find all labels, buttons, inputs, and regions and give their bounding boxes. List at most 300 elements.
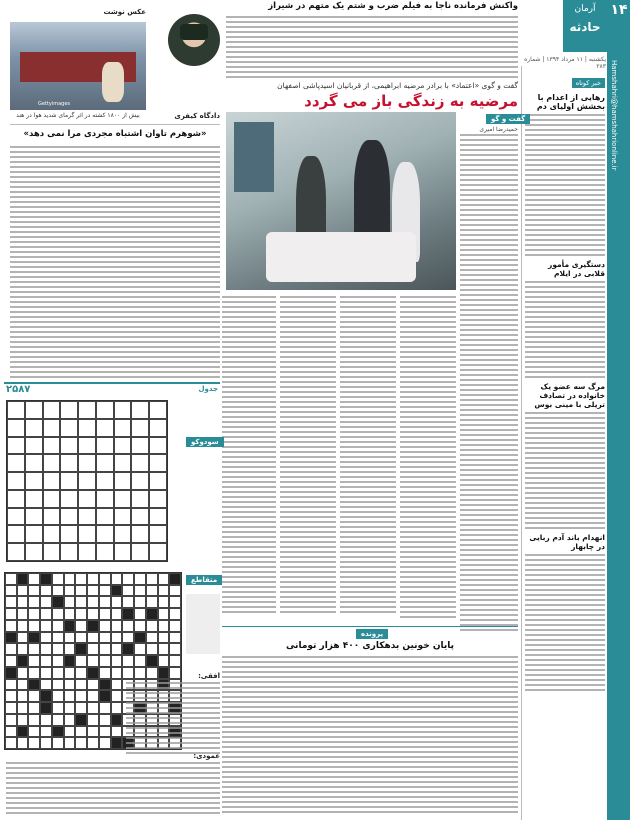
crossword-cell[interactable] [5, 726, 17, 738]
crossword-cell[interactable] [122, 573, 134, 585]
section-box [563, 0, 607, 52]
crossword-cell[interactable] [158, 608, 170, 620]
sudoku-cell[interactable] [96, 401, 114, 419]
vertical-clues-label: عمودی: [193, 752, 220, 760]
side-story-4-body [525, 554, 605, 691]
crossword-cell[interactable] [169, 632, 181, 644]
sudoku-cell[interactable] [43, 454, 61, 472]
crossword-cell[interactable] [28, 714, 40, 726]
crossword-cell[interactable] [5, 643, 17, 655]
crossword-cell[interactable] [5, 690, 17, 702]
crossword-cell[interactable] [64, 702, 76, 714]
sudoku-cell[interactable] [60, 543, 78, 561]
crossword-cell[interactable] [169, 655, 181, 667]
sudoku-cell[interactable] [43, 419, 61, 437]
crossword-block [111, 714, 123, 726]
crossword-cell[interactable] [17, 585, 29, 597]
crossword-cell[interactable] [75, 726, 87, 738]
train-photo [10, 22, 146, 110]
sudoku-cell[interactable] [114, 454, 132, 472]
crossword-block [146, 608, 158, 620]
crossword-cell[interactable] [75, 737, 87, 749]
crossword-cell[interactable] [52, 643, 64, 655]
sudoku-cell[interactable] [149, 472, 167, 490]
crossword-cell[interactable] [75, 632, 87, 644]
crossword-cell[interactable] [87, 573, 99, 585]
crossword-cell[interactable] [75, 585, 87, 597]
sudoku-cell[interactable] [114, 508, 132, 526]
crossword-cell[interactable] [5, 679, 17, 691]
bottom-story-badge: پرونده [356, 629, 388, 639]
sudoku-cell[interactable] [96, 454, 114, 472]
main-kicker: گفت و گوی «اعتماد» با برادر مرضیه ابراهیمی، از قربانیان اسیدپاشی اصفهان [277, 81, 518, 90]
horizontal-clues [126, 682, 220, 757]
crossword-cell[interactable] [17, 737, 29, 749]
crossword-cell[interactable] [87, 608, 99, 620]
crossword-cell[interactable] [99, 643, 111, 655]
crossword-cell[interactable] [40, 679, 52, 691]
photo-bed [266, 232, 416, 282]
crossword-cell[interactable] [122, 620, 134, 632]
crossword-block [17, 573, 29, 585]
crossword-block [111, 585, 123, 597]
sudoku-cell[interactable] [7, 419, 25, 437]
photo-monitor [234, 122, 274, 192]
crossword-cell[interactable] [75, 679, 87, 691]
crossword-cell[interactable] [17, 643, 29, 655]
crossword-cell[interactable] [28, 655, 40, 667]
crossword-cell[interactable] [75, 655, 87, 667]
crossword-cell[interactable] [64, 667, 76, 679]
sudoku-cell[interactable] [43, 401, 61, 419]
sudoku-cell[interactable] [7, 437, 25, 455]
crossword-cell[interactable] [87, 643, 99, 655]
crossword-block [40, 702, 52, 714]
crossword-cell[interactable] [64, 608, 76, 620]
crossword-cell[interactable] [146, 620, 158, 632]
crossword-cell[interactable] [52, 690, 64, 702]
sudoku-cell[interactable] [78, 401, 96, 419]
crossword-cell[interactable] [5, 596, 17, 608]
crossword-cell[interactable] [17, 667, 29, 679]
crossword-cell[interactable] [64, 573, 76, 585]
crossword-cell[interactable] [111, 596, 123, 608]
sudoku-cell[interactable] [78, 437, 96, 455]
crossword-cell[interactable] [28, 737, 40, 749]
sudoku-cell[interactable] [96, 490, 114, 508]
crossword-cell[interactable] [87, 737, 99, 749]
crossword-cell[interactable] [5, 620, 17, 632]
crossword-cell[interactable] [64, 726, 76, 738]
crossword-cell[interactable] [122, 667, 134, 679]
crossword-cell[interactable] [99, 667, 111, 679]
crossword-cell[interactable] [111, 573, 123, 585]
crossword-cell[interactable] [75, 573, 87, 585]
sudoku-cell[interactable] [43, 508, 61, 526]
crossword-cell[interactable] [64, 632, 76, 644]
sudoku-cell[interactable] [25, 437, 43, 455]
crossword-cell[interactable] [28, 608, 40, 620]
crossword-cell[interactable] [52, 737, 64, 749]
police-chief-portrait [168, 14, 220, 66]
crossword-cell[interactable] [40, 608, 52, 620]
crossword-cell[interactable] [28, 596, 40, 608]
sudoku-cell[interactable] [96, 419, 114, 437]
section-top-label: آرمان [574, 4, 596, 14]
sudoku-cell[interactable] [25, 472, 43, 490]
sudoku-cell[interactable] [43, 543, 61, 561]
crossword-block [28, 679, 40, 691]
crossword-cell[interactable] [146, 585, 158, 597]
sudoku-cell[interactable] [60, 490, 78, 508]
sudoku-cell[interactable] [78, 508, 96, 526]
crossword-cell[interactable] [99, 620, 111, 632]
crossword-cell[interactable] [40, 667, 52, 679]
sudoku-cell[interactable] [43, 437, 61, 455]
crossword-cell[interactable] [99, 573, 111, 585]
sudoku-cell[interactable] [78, 525, 96, 543]
crossword-block [5, 667, 17, 679]
crossword-cell[interactable] [40, 726, 52, 738]
crossword-cell[interactable] [40, 643, 52, 655]
crossword-cell[interactable] [64, 690, 76, 702]
sudoku-label: سودوکو [186, 437, 224, 447]
crossword-cell[interactable] [40, 655, 52, 667]
photo-caption: بیش از ۱۸۰۰ کشته در اثر گرمای شدید هوا در هند [16, 112, 140, 119]
sudoku-cell[interactable] [78, 454, 96, 472]
sudoku-cell[interactable] [60, 437, 78, 455]
sudoku-cell[interactable] [114, 472, 132, 490]
sudoku-cell[interactable] [149, 508, 167, 526]
crossword-cell[interactable] [75, 667, 87, 679]
crossword-cell[interactable] [99, 596, 111, 608]
crossword-cell[interactable] [158, 643, 170, 655]
sudoku-cell[interactable] [60, 419, 78, 437]
crossword-cell[interactable] [87, 596, 99, 608]
sudoku-cell[interactable] [96, 437, 114, 455]
crossword-cell[interactable] [87, 655, 99, 667]
crossword-cell[interactable] [52, 714, 64, 726]
sudoku-cell[interactable] [60, 525, 78, 543]
sudoku-cell[interactable] [78, 490, 96, 508]
crossword-cell[interactable] [99, 608, 111, 620]
sudoku-cell[interactable] [114, 401, 132, 419]
crossword-block [64, 655, 76, 667]
crossword-cell[interactable] [5, 585, 17, 597]
sudoku-cell[interactable] [149, 401, 167, 419]
crossword-cell[interactable] [75, 702, 87, 714]
crossword-cell[interactable] [158, 585, 170, 597]
crossword-cell[interactable] [40, 596, 52, 608]
crossword-cell[interactable] [28, 702, 40, 714]
crossword-cell[interactable] [17, 714, 29, 726]
sudoku-cell[interactable] [7, 525, 25, 543]
crossword-block [134, 632, 146, 644]
crossword-cell[interactable] [158, 620, 170, 632]
crossword-cell[interactable] [122, 655, 134, 667]
sudoku-cell[interactable] [25, 419, 43, 437]
photo-credit: Gettyimages [37, 101, 70, 107]
crossword-block [122, 608, 134, 620]
crossword-cell[interactable] [169, 643, 181, 655]
crossword-cell[interactable] [40, 620, 52, 632]
crossword-cell[interactable] [87, 726, 99, 738]
sudoku-cell[interactable] [131, 490, 149, 508]
crossword-cell[interactable] [64, 585, 76, 597]
crossword-cell[interactable] [146, 596, 158, 608]
crossword-cell[interactable] [64, 679, 76, 691]
sudoku-cell[interactable] [7, 401, 25, 419]
sudoku-cell[interactable] [131, 454, 149, 472]
sudoku-cell[interactable] [43, 472, 61, 490]
crossword-cell[interactable] [111, 620, 123, 632]
crossword-cell[interactable] [146, 643, 158, 655]
crossword-cell[interactable] [158, 655, 170, 667]
sudoku-cell[interactable] [149, 437, 167, 455]
crossword-cell[interactable] [146, 667, 158, 679]
left-divider [10, 124, 220, 125]
crossword-cell[interactable] [134, 573, 146, 585]
court-headline: «شوهرم تاوان اشتباه مجردی مرا نمی دهد» [23, 129, 207, 139]
crossword-cell[interactable] [52, 702, 64, 714]
sudoku-cell[interactable] [25, 454, 43, 472]
sudoku-cell[interactable] [114, 437, 132, 455]
main-body-col-4 [280, 296, 336, 616]
crossword-cell[interactable] [40, 585, 52, 597]
crossword-block [111, 737, 123, 749]
crossword-cell[interactable] [111, 726, 123, 738]
crossword-cell[interactable] [122, 596, 134, 608]
crossword-cell[interactable] [52, 679, 64, 691]
crossword-cell[interactable] [52, 620, 64, 632]
crossword-cell[interactable] [169, 596, 181, 608]
crossword-cell[interactable] [5, 737, 17, 749]
sudoku-cell[interactable] [131, 419, 149, 437]
crossword-block [99, 690, 111, 702]
sudoku-cell[interactable] [60, 454, 78, 472]
crossword-cell[interactable] [87, 702, 99, 714]
hospital-photo [226, 112, 456, 290]
sudoku-cell[interactable] [25, 490, 43, 508]
crossword-cell[interactable] [28, 726, 40, 738]
sudoku-cell[interactable] [149, 525, 167, 543]
page-number: ۱۴ [610, 2, 628, 18]
sudoku-cell[interactable] [7, 472, 25, 490]
sudoku-cell[interactable] [131, 525, 149, 543]
crossword-cell[interactable] [99, 585, 111, 597]
crossword-cell[interactable] [5, 573, 17, 585]
crossword-cell[interactable] [99, 632, 111, 644]
crossword-cell[interactable] [99, 714, 111, 726]
main-headline: مرضیه به زندگی باز می گردد [304, 92, 518, 110]
crossword-block [17, 655, 29, 667]
crossword-cell[interactable] [111, 667, 123, 679]
crossword-cell[interactable] [28, 573, 40, 585]
sudoku-cell[interactable] [149, 454, 167, 472]
crossword-cell[interactable] [17, 608, 29, 620]
crossword-cell[interactable] [134, 655, 146, 667]
sudoku-cell[interactable] [43, 490, 61, 508]
crossword-cell[interactable] [122, 632, 134, 644]
crossword-cell[interactable] [75, 596, 87, 608]
crossword-cell[interactable] [5, 702, 17, 714]
crossword-cell[interactable] [17, 690, 29, 702]
crossword-cell[interactable] [40, 714, 52, 726]
crossword-cell[interactable] [28, 585, 40, 597]
crossword-cell[interactable] [134, 608, 146, 620]
crossword-cell[interactable] [169, 620, 181, 632]
sudoku-cell[interactable] [131, 543, 149, 561]
vertical-clues [6, 762, 220, 817]
crossword-cell[interactable] [158, 596, 170, 608]
crossword-cell[interactable] [40, 632, 52, 644]
sudoku-cell[interactable] [131, 508, 149, 526]
crossword-cell[interactable] [87, 679, 99, 691]
column-divider [521, 66, 522, 820]
sudoku-cell[interactable] [96, 472, 114, 490]
sudoku-cell[interactable] [114, 490, 132, 508]
sudoku-cell[interactable] [25, 401, 43, 419]
sudoku-cell[interactable] [131, 437, 149, 455]
crossword-cell[interactable] [64, 737, 76, 749]
crossword-cell[interactable] [158, 573, 170, 585]
side-story-3-title: مرگ سه عضو یک خانواده در تصادف تریلی با مینی بوس [534, 382, 605, 409]
crossword-cell[interactable] [28, 620, 40, 632]
crossword-cell[interactable] [87, 714, 99, 726]
crossword-cell[interactable] [75, 620, 87, 632]
crossword-cell[interactable] [111, 655, 123, 667]
sudoku-cell[interactable] [25, 525, 43, 543]
sudoku-cell[interactable] [149, 490, 167, 508]
horizontal-clues-label: افقی: [198, 672, 220, 680]
crossword-cell[interactable] [17, 632, 29, 644]
sudoku-cell[interactable] [78, 472, 96, 490]
crossword-block [5, 632, 17, 644]
crossword-cell[interactable] [52, 573, 64, 585]
crossword-cell[interactable] [158, 632, 170, 644]
crossword-cell[interactable] [134, 596, 146, 608]
bottom-story-rule [222, 626, 518, 627]
crossword-cell[interactable] [75, 690, 87, 702]
crossword-cell[interactable] [99, 702, 111, 714]
crossword-mini-box [186, 594, 220, 654]
crossword-cell[interactable] [122, 585, 134, 597]
main-body-col-3 [340, 296, 396, 616]
side-story-1-title: رهایی از اعدام با بخشش اولیای دم [536, 93, 605, 111]
sudoku-cell[interactable] [7, 543, 25, 561]
crossword-cell[interactable] [64, 596, 76, 608]
sudoku-cell[interactable] [114, 543, 132, 561]
crossword-cell[interactable] [52, 655, 64, 667]
crossword-cell[interactable] [134, 667, 146, 679]
sudoku-cell[interactable] [149, 419, 167, 437]
crossword-cell[interactable] [169, 608, 181, 620]
sudoku-cell[interactable] [131, 401, 149, 419]
crossword-cell[interactable] [111, 643, 123, 655]
crossword-cell[interactable] [87, 632, 99, 644]
sudoku-cell[interactable] [60, 508, 78, 526]
crossword-cell[interactable] [52, 667, 64, 679]
crossword-cell[interactable] [169, 667, 181, 679]
sudoku-cell[interactable] [149, 543, 167, 561]
crossword-cell[interactable] [52, 585, 64, 597]
sudoku-cell[interactable] [60, 401, 78, 419]
crossword-cell[interactable] [111, 608, 123, 620]
crossword-cell[interactable] [17, 596, 29, 608]
crossword-cell[interactable] [64, 714, 76, 726]
crossword-cell[interactable] [99, 655, 111, 667]
crossword-block [40, 573, 52, 585]
crossword-cell[interactable] [5, 655, 17, 667]
crossword-cell[interactable] [17, 620, 29, 632]
sudoku-cell[interactable] [96, 525, 114, 543]
side-story-3-body [525, 412, 605, 529]
crossword-cell[interactable] [87, 585, 99, 597]
crossword-cell[interactable] [134, 620, 146, 632]
date-line: یکشنبه | ۱۱ مرداد ۱۳۹۴ | شماره ۲۸۳ [524, 56, 606, 70]
crossword-cell[interactable] [99, 737, 111, 749]
sudoku-cell[interactable] [60, 472, 78, 490]
crossword-cell[interactable] [5, 714, 17, 726]
crossword-block [75, 714, 87, 726]
crossword-cell[interactable] [52, 632, 64, 644]
crossword-cell[interactable] [146, 573, 158, 585]
crossword-cell[interactable] [111, 679, 123, 691]
sudoku-cell[interactable] [25, 508, 43, 526]
crossword-cell[interactable] [17, 679, 29, 691]
sudoku-cell[interactable] [96, 508, 114, 526]
crossword-cell[interactable] [28, 643, 40, 655]
sudoku-cell[interactable] [7, 454, 25, 472]
sudoku-cell[interactable] [114, 525, 132, 543]
crossword-cell[interactable] [5, 608, 17, 620]
crossword-cell[interactable] [111, 702, 123, 714]
side-story-2-title: دستگیری مأمور قلابی در ایلام [548, 260, 605, 278]
crossword-block [99, 679, 111, 691]
crossword-cell[interactable] [169, 585, 181, 597]
crossword-cell[interactable] [52, 608, 64, 620]
section-strip [607, 0, 630, 820]
crossword-cell[interactable] [146, 632, 158, 644]
sudoku-grid[interactable] [6, 400, 168, 562]
crossword-cell[interactable] [28, 667, 40, 679]
sudoku-cell[interactable] [7, 490, 25, 508]
crossword-cell[interactable] [17, 702, 29, 714]
crossword-cell[interactable] [40, 737, 52, 749]
crossword-cell[interactable] [64, 643, 76, 655]
sudoku-cell[interactable] [78, 419, 96, 437]
court-body [10, 146, 220, 381]
crossword-cell[interactable] [111, 632, 123, 644]
sudoku-cell[interactable] [114, 419, 132, 437]
sudoku-cell[interactable] [78, 543, 96, 561]
train-passenger [102, 62, 124, 102]
sudoku-cell[interactable] [96, 543, 114, 561]
side-column [525, 70, 605, 820]
sudoku-cell[interactable] [7, 508, 25, 526]
crossword-cell[interactable] [75, 608, 87, 620]
crossword-cell[interactable] [111, 690, 123, 702]
sudoku-cell[interactable] [25, 543, 43, 561]
crossword-cell[interactable] [134, 585, 146, 597]
crossword-cell[interactable] [99, 726, 111, 738]
crossword-cell[interactable] [134, 643, 146, 655]
crossword-cell[interactable] [28, 690, 40, 702]
sudoku-cell[interactable] [131, 472, 149, 490]
crossword-block [158, 667, 170, 679]
crossword-cell[interactable] [87, 690, 99, 702]
sudoku-cell[interactable] [43, 525, 61, 543]
